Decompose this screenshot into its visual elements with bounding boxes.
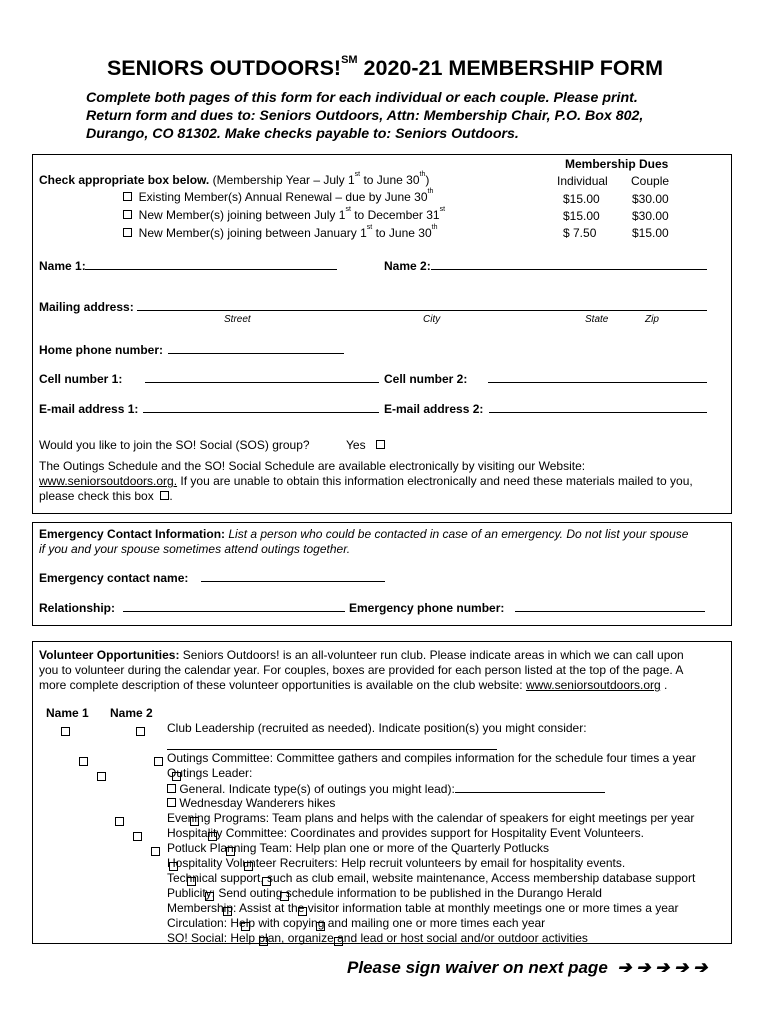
- checkbox[interactable]: [123, 210, 132, 219]
- dues-cell: $15.00: [632, 226, 669, 240]
- email1-field[interactable]: [143, 401, 379, 413]
- emergency-section: [32, 522, 732, 626]
- volunteer-item: Hospitality Volunteer Recruiters: Help recruit volunteers by email for hospitality events.: [167, 856, 626, 870]
- volunteer-section: [32, 641, 732, 944]
- mail-request-checkbox[interactable]: [160, 491, 169, 500]
- email2-label: E-mail address 2:: [384, 402, 484, 416]
- volunteer-item: Hospitality Committee: Coordinates and provides support for Hospitality Event Volunteers.: [167, 826, 644, 840]
- outing-type-field[interactable]: [455, 781, 605, 793]
- name1-label: Name 1:: [39, 259, 86, 273]
- name1-checkbox[interactable]: [97, 772, 106, 781]
- schedule-text-3: please check this box .: [39, 489, 173, 503]
- volunteer-desc-3: more complete description of these volunteer opportunities is available on the club website: www.seniorsoutdoors.org .: [39, 678, 668, 692]
- volunteer-item: Club Leadership (recruited as needed). Indicate position(s) you might consider:: [167, 721, 587, 735]
- emergency-desc-1: Emergency Contact Information: List a person who could be contacted in case of an emergency. Do not list your spouse: [39, 527, 689, 541]
- intro-line-2: Return form and dues to: Seniors Outdoors, Attn: Membership Chair, P.O. Box 802,: [86, 108, 644, 124]
- relationship-field[interactable]: [123, 600, 345, 612]
- dues-cell: $30.00: [632, 209, 669, 223]
- name1-checkbox[interactable]: [61, 727, 70, 736]
- membership-section: [32, 154, 732, 514]
- emergency-phone-field[interactable]: [515, 600, 705, 612]
- name2-field[interactable]: [431, 258, 707, 270]
- name1-checkbox[interactable]: [79, 757, 88, 766]
- email1-label: E-mail address 1:: [39, 402, 139, 416]
- dues-cell: $30.00: [632, 192, 669, 206]
- dues-cell: $15.00: [563, 209, 600, 223]
- schedule-text-1: The Outings Schedule and the SO! Social Schedule are available electronically by visiting our Website:: [39, 459, 586, 473]
- volunteer-item: Circulation: Help with copying and mailing one or more times each year: [167, 916, 546, 930]
- name1-field[interactable]: [85, 258, 337, 270]
- checkbox[interactable]: [376, 440, 385, 449]
- general-checkbox[interactable]: [167, 784, 176, 793]
- col-name2: Name 2: [110, 706, 153, 720]
- leader-wednesday: Wednesday Wanderers hikes: [167, 796, 335, 810]
- option-new-january[interactable]: New Member(s) joining between January 1st to June 30th: [123, 226, 437, 240]
- volunteer-item: Technical support, such as club email, website maintenance, Access membership database support: [167, 871, 696, 885]
- relationship-label: Relationship:: [39, 601, 116, 615]
- website-link[interactable]: www.seniorsoutdoors.org.: [39, 474, 178, 488]
- cell2-field[interactable]: [488, 371, 707, 383]
- mailing-field[interactable]: [137, 299, 707, 311]
- leader-general: General. Indicate type(s) of outings you might lead):: [167, 781, 605, 796]
- col-name1: Name 1: [46, 706, 89, 720]
- volunteer-item: Evening Programs: Team plans and helps with the calendar of speakers for eight meetings per year: [167, 811, 695, 825]
- club-leadership-field[interactable]: [167, 738, 497, 750]
- name2-checkbox[interactable]: [154, 757, 163, 766]
- sos-question: Would you like to join the SO! Social (SOS) group?: [39, 438, 310, 452]
- schedule-text-2: www.seniorsoutdoors.org. If you are unable to obtain this information electronically and need these materials mailed to you,: [39, 474, 693, 488]
- name2-label: Name 2:: [384, 259, 431, 273]
- club-website-link[interactable]: www.seniorsoutdoors.org: [525, 678, 661, 692]
- option-renewal[interactable]: Existing Member(s) Annual Renewal – due by June 30th: [123, 190, 433, 204]
- intro-line-1: Complete both pages of this form for each individual or each couple. Please print.: [86, 90, 638, 106]
- hint-street: Street: [224, 314, 251, 325]
- email2-field[interactable]: [489, 401, 707, 413]
- volunteer-item: SO! Social: Help plan, organize and lead or host social and/or outdoor activities: [167, 931, 588, 945]
- emergency-name-field[interactable]: [201, 570, 385, 582]
- option-new-july[interactable]: New Member(s) joining between July 1st to December 31st: [123, 208, 445, 222]
- name1-checkbox[interactable]: [151, 847, 160, 856]
- mailing-label: Mailing address:: [39, 300, 134, 314]
- volunteer-item: Potluck Planning Team: Help plan one or more of the Quarterly Potlucks: [167, 841, 549, 855]
- emergency-name-label: Emergency contact name:: [39, 571, 189, 585]
- cell1-label: Cell number 1:: [39, 372, 123, 386]
- volunteer-desc-1: Volunteer Opportunities: Seniors Outdoors! is an all-volunteer run club. Please indicate areas in which we can call upon: [39, 648, 684, 662]
- hint-city: City: [423, 314, 441, 325]
- page-title: SENIORS OUTDOORS!℠ 2020-21 MEMBERSHIP FORM: [106, 54, 664, 80]
- checkbox[interactable]: [123, 228, 132, 237]
- home-phone-field[interactable]: [168, 342, 344, 354]
- dues-title: Membership Dues: [565, 157, 669, 171]
- sos-yes[interactable]: Yes: [346, 438, 385, 452]
- arrow-icons: ➔ ➔ ➔ ➔ ➔: [617, 958, 708, 977]
- intro-line-3: Durango, CO 81302. Make checks payable to: Seniors Outdoors.: [86, 126, 519, 142]
- emergency-phone-label: Emergency phone number:: [349, 601, 505, 615]
- volunteer-item: Outings Leader:: [167, 766, 253, 780]
- dues-header-couple: Couple: [631, 174, 670, 188]
- footer-note: Please sign waiver on next page ➔ ➔ ➔ ➔ ➔: [347, 958, 708, 977]
- hint-state: State: [585, 314, 609, 325]
- checkbox[interactable]: [123, 192, 132, 201]
- dues-cell: $15.00: [563, 192, 600, 206]
- name1-checkbox[interactable]: [115, 817, 124, 826]
- volunteer-item: Membership: Assist at the visitor information table at monthly meetings one or more times a year: [167, 901, 679, 915]
- hint-zip: Zip: [645, 314, 659, 325]
- cell1-field[interactable]: [145, 371, 379, 383]
- volunteer-item: Outings Committee: Committee gathers and compiles information for the schedule four times a year: [167, 751, 696, 765]
- name1-checkbox[interactable]: [133, 832, 142, 841]
- emergency-desc-2: if you and your spouse sometimes attend outings together.: [39, 542, 351, 556]
- membership-year-note: Check appropriate box below. (Membership Year – July 1st to June 30th): [39, 171, 430, 187]
- cell2-label: Cell number 2:: [384, 372, 468, 386]
- wednesday-checkbox[interactable]: [167, 798, 176, 807]
- volunteer-desc-2: you to volunteer during the calendar year. For couples, boxes are provided for each person listed at the top of the page. A: [39, 663, 684, 677]
- volunteer-item: Publicity: Send outing schedule information to be published in the Durango Herald: [167, 886, 602, 900]
- home-phone-label: Home phone number:: [39, 343, 164, 357]
- dues-cell: $ 7.50: [563, 226, 597, 240]
- dues-header-individual: Individual: [557, 174, 608, 188]
- name2-checkbox[interactable]: [136, 727, 145, 736]
